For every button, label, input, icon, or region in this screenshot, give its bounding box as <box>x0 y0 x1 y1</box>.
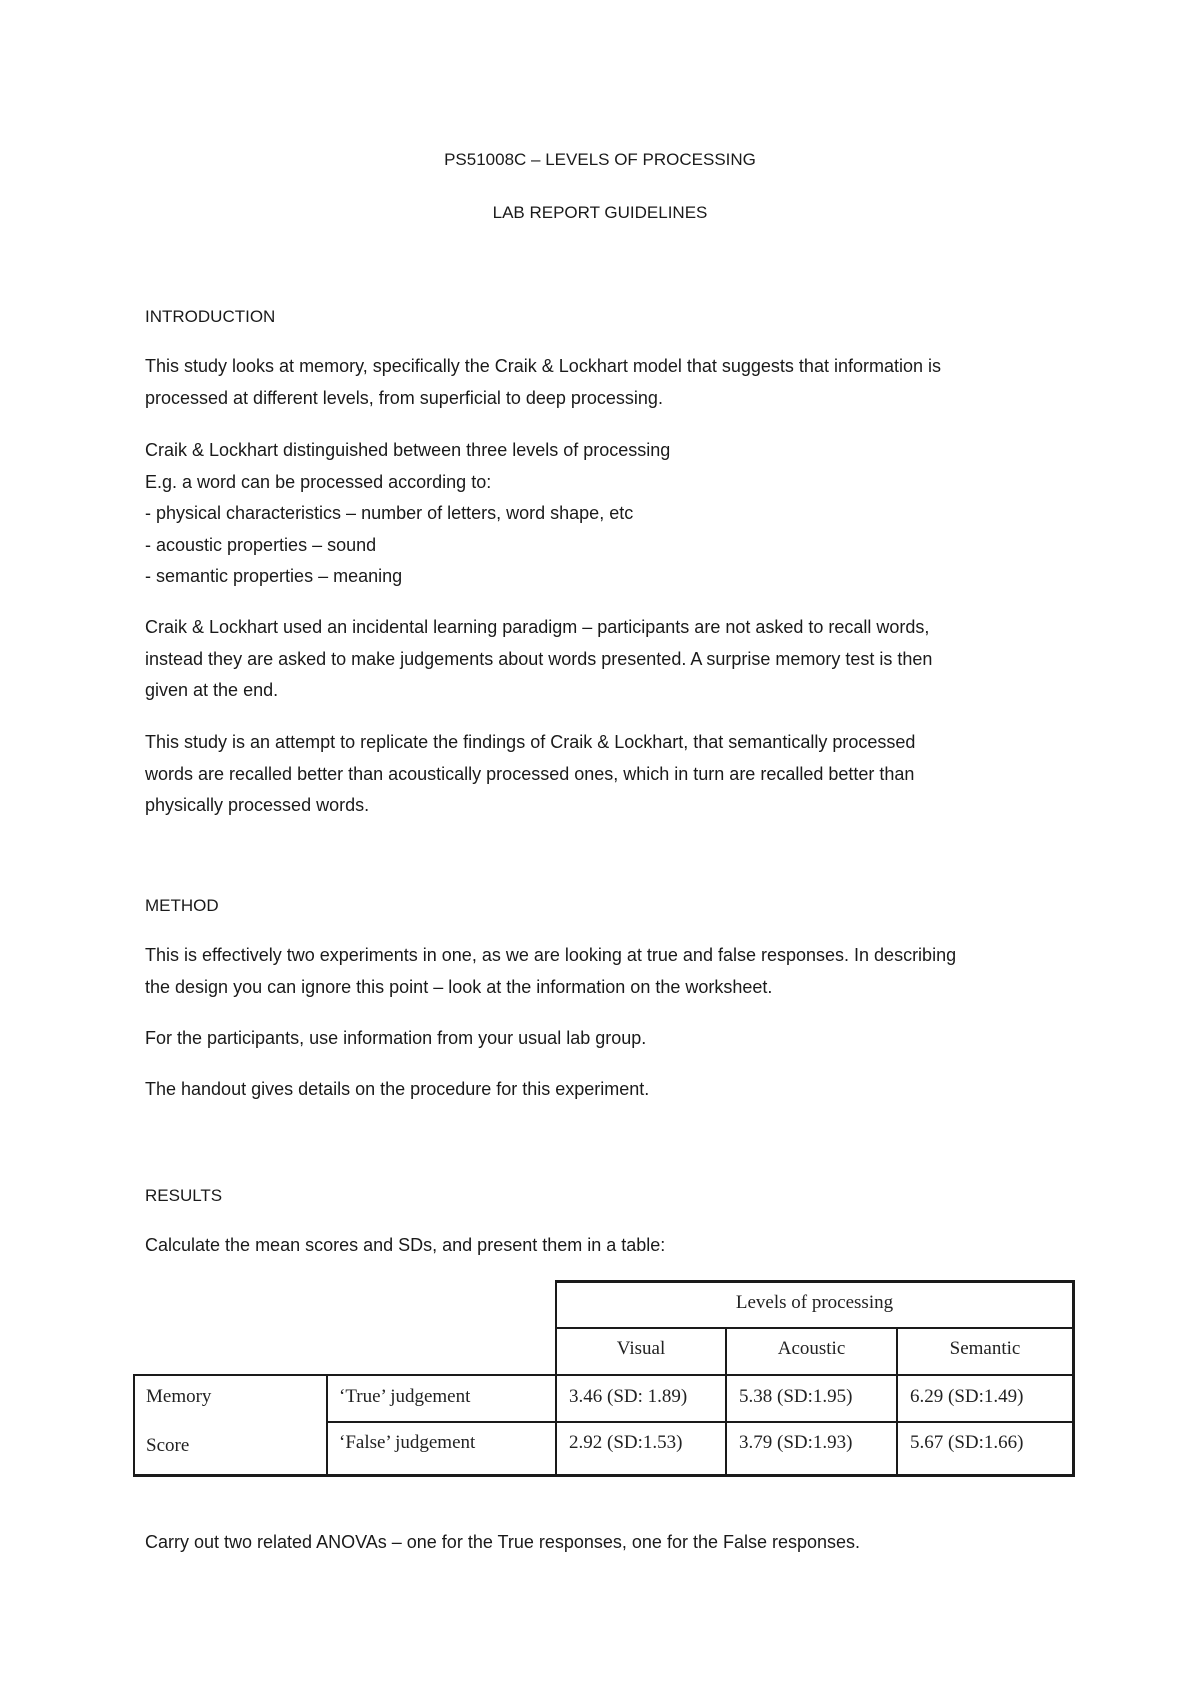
paragraph-line: For the participants, use information from your usual lab group. <box>145 1028 647 1048</box>
paragraph-line: Craik & Lockhart used an incidental learning paradigm – participants are not asked to recall words, <box>145 617 930 637</box>
method-heading: METHOD <box>145 896 219 915</box>
paragraph-line: words are recalled better than acoustically processed ones, which in turn are recalled better than <box>145 763 915 784</box>
column-header-semantic: Semantic <box>949 1338 1021 1359</box>
table-cell: 5.38 (SD:1.95) <box>739 1386 853 1407</box>
method-paragraph-3 <box>145 1074 1080 1106</box>
paragraph-line: The handout gives details on the procedure for this experiment. <box>145 1079 650 1099</box>
list-item: - physical characteristics – number of letters, word shape, etc <box>145 503 634 523</box>
method-paragraph-1 <box>145 940 1080 1003</box>
table-cell: 2.92 (SD:1.53) <box>569 1432 683 1453</box>
table-border <box>1072 1280 1075 1477</box>
table-border <box>133 1374 1075 1376</box>
list-item: - acoustic properties – sound <box>145 534 377 555</box>
results-table <box>133 1280 1075 1477</box>
paragraph-line: physically processed words. <box>145 795 370 815</box>
method-paragraph-2 <box>145 1023 1080 1055</box>
table-border <box>326 1374 328 1477</box>
table-border <box>555 1280 1075 1283</box>
row-group-label: Memory <box>146 1386 212 1407</box>
table-border <box>133 1474 1075 1477</box>
row-group-label: Score <box>146 1435 190 1456</box>
paragraph-line: Calculate the mean scores and SDs, and present them in a table: <box>145 1235 666 1255</box>
paragraph-line: processed at different levels, from superficial to deep processing. <box>145 387 663 408</box>
row-label-false-judgement: ‘False’ judgement <box>339 1432 476 1453</box>
table-cell: 3.79 (SD:1.93) <box>739 1432 853 1453</box>
paragraph-line: the design you can ignore this point – look at the information on the worksheet. <box>145 976 773 997</box>
paragraph-line: Carry out two related ANOVAs – one for the True responses, one for the False responses. <box>145 1532 861 1552</box>
paragraph-line: Craik & Lockhart distinguished between three levels of processing <box>145 440 671 460</box>
table-cell: 6.29 (SD:1.49) <box>910 1386 1024 1407</box>
table-group-header: Levels of processing <box>735 1292 894 1313</box>
table-cell: 3.46 (SD: 1.89) <box>569 1386 688 1407</box>
results-heading: RESULTS <box>145 1186 223 1205</box>
table-border <box>555 1327 1075 1329</box>
paragraph-line: This study looks at memory, specifically the Craik & Lockhart model that suggests that information is <box>145 356 941 376</box>
column-header-visual: Visual <box>616 1338 666 1359</box>
paragraph-line: This is effectively two experiments in one, as we are looking at true and false responses. In describing <box>145 945 957 965</box>
table-cell: 5.67 (SD:1.66) <box>910 1432 1024 1453</box>
paragraph-line: This study is an attempt to replicate the findings of Craik & Lockhart, that semantically processed <box>145 732 916 752</box>
table-border <box>326 1421 1075 1423</box>
paragraph-line: E.g. a word can be processed according to: <box>145 471 492 492</box>
results-outro <box>145 1527 1080 1559</box>
row-label-true-judgement: ‘True’ judgement <box>339 1386 471 1407</box>
table-border <box>133 1374 135 1477</box>
results-intro <box>145 1230 1080 1262</box>
paragraph-line: given at the end. <box>145 680 279 700</box>
intro-paragraph-2 <box>145 435 1080 593</box>
intro-paragraph-1 <box>145 351 1080 414</box>
intro-paragraph-4 <box>145 727 1080 822</box>
column-header-acoustic: Acoustic <box>777 1338 846 1359</box>
introduction-heading: INTRODUCTION <box>145 307 276 326</box>
intro-paragraph-3 <box>145 612 1080 707</box>
paragraph-line: instead they are asked to make judgements about words presented. A surprise memory test is then <box>145 648 933 669</box>
list-item: - semantic properties – meaning <box>145 566 403 586</box>
document-title: PS51008C – LEVELS OF PROCESSING <box>444 150 756 169</box>
document-subtitle: LAB REPORT GUIDELINES <box>492 203 708 222</box>
